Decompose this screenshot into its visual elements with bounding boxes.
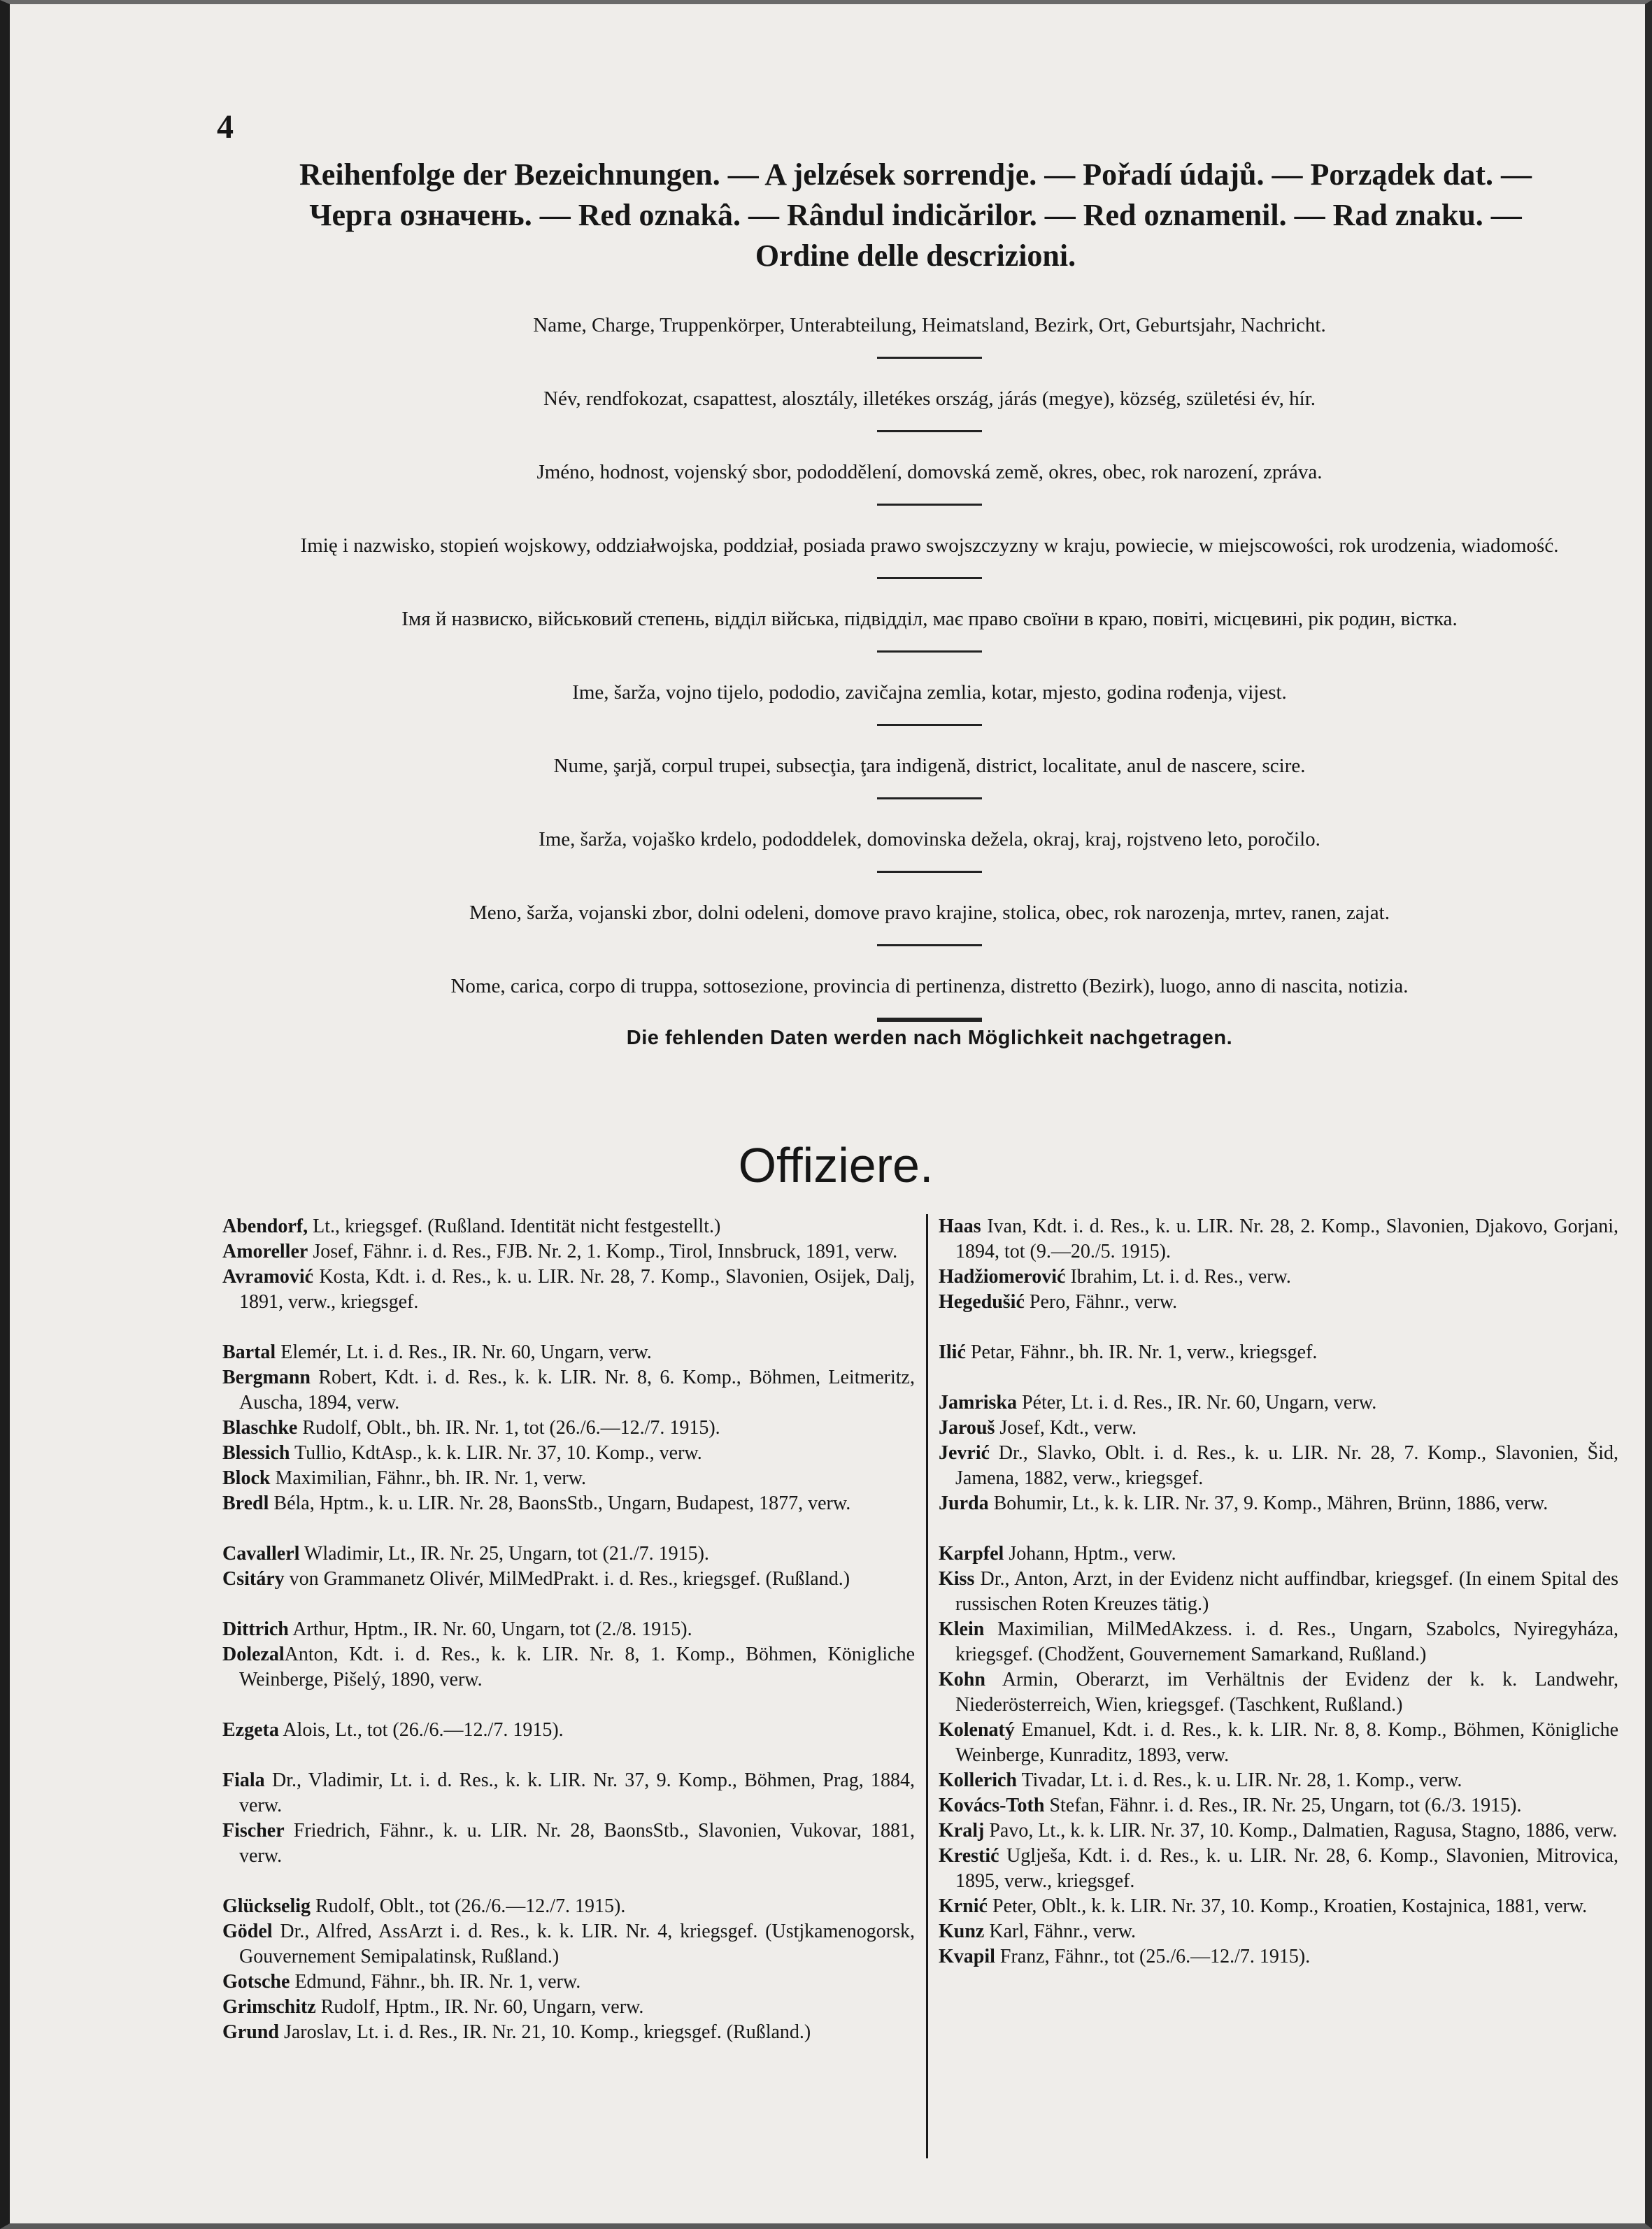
officer-surname: Avramović [222, 1266, 314, 1288]
officer-entry [939, 1667, 1618, 1718]
officer-entry [939, 1919, 1618, 1944]
officer-details: Ivan, Kdt. i. d. Res., k. u. LIR. Nr. 28, 2. Komp., Slavonien, Djakovo, Gorjani, 1894, tot (9.—20./5. 1915). [955, 1216, 1618, 1262]
officer-details: Dr., Vladimir, Lt. i. d. Res., k. k. LIR. Nr. 37, 9. Komp., Böhmen, Prag, 1884, verw. [239, 1769, 915, 1816]
officer-details: Pero, Fähnr., verw. [1024, 1291, 1178, 1313]
officer-entry [222, 1214, 915, 1239]
officer-entry [222, 1642, 915, 1693]
officer-surname: Jamriska [939, 1392, 1017, 1413]
officer-details: Maximilian, MilMedAkzess. i. d. Res., Ungarn, Szabolcs, Nyiregyháza, kriegsgef. (Chodžent, Gouvernement Samarkand, Rußland.) [955, 1618, 1618, 1665]
officer-entry [939, 1340, 1618, 1365]
officer-details: von Grammanetz Olivér, MilMedPrakt. i. d. Res., kriegsgef. (Rußland.) [284, 1568, 850, 1590]
officer-details: Dr., Slavko, Oblt. i. d. Res., k. u. LIR. Nr. 28, 7. Komp., Slavonien, Šid, Jamena, 1882, verw., kriegsgef. [955, 1442, 1618, 1489]
officer-surname: Abendorf, [222, 1216, 308, 1237]
officer-entry [939, 1265, 1618, 1290]
field-order-polish: Imię i nazwisko, stopień wojskowy, oddziałwojska, poddział, posiada prawo swojszczyzny w kraju, powiecie, w miejscowości, rok urodzenia, wiadomość. [300, 534, 1559, 557]
officer-surname: Hadžiomerović [939, 1266, 1066, 1288]
entry-gap [222, 1516, 915, 1541]
field-order-german: Name, Charge, Truppenkörper, Unterabteilung, Heimatsland, Bezirk, Ort, Geburtsjahr, Nachricht. [533, 314, 1326, 336]
divider-rule [877, 797, 982, 799]
field-order-hungarian: Név, rendfokozat, csapattest, alosztály, illetékes ország, járás (megye), község, születési év, hír. [543, 387, 1316, 410]
officer-details: Josef, Fähnr. i. d. Res., FJB. Nr. 2, 1. Komp., Tirol, Innsbruck, 1891, verw. [308, 1241, 898, 1262]
officer-surname: Bartal [222, 1341, 276, 1363]
header-line: Reihenfolge der Bezeichnungen. — A jelzések sorrendje. — Pořadí údajů. — Porządek dat. — [299, 157, 1532, 192]
divider-rule [877, 944, 982, 946]
officer-entry [222, 1265, 915, 1315]
field-order-slovenian: Ime, šarža, vojaško krdelo, pododdelek, domovinska dežela, okraj, kraj, rojstveno leto, poročilo. [539, 828, 1320, 850]
officer-entry [939, 1567, 1618, 1617]
officer-surname: Kralj [939, 1820, 985, 1842]
officer-details: Lt., kriegsgef. (Rußland. Identität nicht festgestellt.) [308, 1216, 721, 1237]
entry-gap [222, 1869, 915, 1894]
officer-entry [222, 2020, 915, 2045]
officer-entry [939, 1214, 1618, 1265]
officer-entry [222, 1491, 915, 1516]
officer-entry [222, 1567, 915, 1592]
divider-rule [877, 504, 982, 506]
left-column [222, 1214, 915, 2045]
officer-surname: Karpfel [939, 1543, 1004, 1565]
officer-entry [939, 1416, 1618, 1441]
officer-entry [939, 1844, 1618, 1894]
entry-gap [939, 1516, 1618, 1541]
officer-details: Anton, Kdt. i. d. Res., k. k. LIR. Nr. 8, 1. Komp., Böhmen, Königliche Weinberge, Pišelý, 1890, verw. [239, 1644, 915, 1690]
field-order-slovak: Meno, šarža, vojanski zbor, dolni odeleni, domove pravo krajine, stolica, obec, rok narozenja, mrtev, ranen, zajat. [469, 902, 1390, 924]
officer-details: Uglješa, Kdt. i. d. Res., k. u. LIR. Nr. 28, 6. Komp., Slavonien, Mitrovica, 1895, verw., kriegsgef. [955, 1845, 1618, 1892]
officer-details: Péter, Lt. i. d. Res., IR. Nr. 60, Ungarn, verw. [1017, 1392, 1377, 1413]
officer-entry [222, 1340, 915, 1365]
officer-surname: Jevrić [939, 1442, 990, 1464]
officer-surname: Bergmann [222, 1367, 311, 1388]
officer-entry [222, 1441, 915, 1466]
right-column [939, 1214, 1618, 1970]
officer-entry [939, 1617, 1618, 1667]
officer-surname: Kunz [939, 1921, 985, 1942]
section-title: Offiziere. [738, 1138, 934, 1192]
divider-rule [877, 357, 982, 359]
field-order-croatian: Ime, šarža, vojno tijelo, pododio, zavičajna zemlia, kotar, mjesto, godina rođenja, vijest. [572, 681, 1287, 704]
officer-surname: Kovács-Toth [939, 1795, 1045, 1816]
officer-entry [939, 1818, 1618, 1844]
header-languages [220, 155, 1611, 276]
officer-entry [939, 1441, 1618, 1491]
officer-entry [222, 1466, 915, 1491]
officer-surname: Jurda [939, 1493, 989, 1514]
officer-details: Rudolf, Oblt., bh. IR. Nr. 1, tot (26./6.—12./7. 1915). [297, 1417, 720, 1439]
officer-surname: Amoreller [222, 1241, 308, 1262]
officer-surname: Blaschke [222, 1417, 298, 1439]
officer-entry [222, 1617, 915, 1642]
officer-details: Elemér, Lt. i. d. Res., IR. Nr. 60, Ungarn, verw. [276, 1341, 652, 1363]
officer-details: Ibrahim, Lt. i. d. Res., verw. [1065, 1266, 1291, 1288]
field-order-romanian: Nume, şarjă, corpul trupei, subsecţia, ţara indigenă, district, localitate, anul de nascere, scire. [553, 755, 1306, 777]
officer-entry [222, 1416, 915, 1441]
officer-details: Edmund, Fähnr., bh. IR. Nr. 1, verw. [290, 1971, 581, 1993]
officer-details: Josef, Kdt., verw. [995, 1417, 1137, 1439]
officer-surname: Gödel [222, 1921, 273, 1942]
entry-gap [222, 1693, 915, 1718]
officer-details: Maximilian, Fähnr., bh. IR. Nr. 1, verw. [270, 1467, 587, 1489]
officer-surname: Dolezal [222, 1644, 285, 1665]
field-order-italian: Nome, carica, corpo di truppa, sottosezione, provincia di pertinenza, distretto (Bezirk), luogo, anno di nascita, notizia. [450, 975, 1409, 997]
officer-details: Petar, Fähnr., bh. IR. Nr. 1, verw., kriegsgef. [965, 1341, 1318, 1363]
divider-rule-thick [877, 1018, 982, 1022]
officer-details: Stefan, Fähnr. i. d. Res., IR. Nr. 25, Ungarn, tot (6./3. 1915). [1044, 1795, 1522, 1816]
entry-gap [222, 1592, 915, 1617]
officer-surname: Klein [939, 1618, 985, 1640]
officer-surname: Jarouš [939, 1417, 995, 1439]
officer-details: Karl, Fähnr., verw. [984, 1921, 1137, 1942]
entries-columns [222, 1214, 1618, 2179]
divider-rule [877, 577, 982, 579]
officer-details: Alois, Lt., tot (26./6.—12./7. 1915). [278, 1719, 564, 1741]
officer-surname: Gotsche [222, 1971, 290, 1993]
officer-details: Johann, Hptm., verw. [1004, 1543, 1176, 1565]
officer-entry [222, 1970, 915, 1995]
officer-details: Béla, Hptm., k. u. LIR. Nr. 28, BaonsStb., Ungarn, Budapest, 1877, verw. [269, 1493, 851, 1514]
officer-details: Kosta, Kdt. i. d. Res., k. u. LIR. Nr. 28, 7. Komp., Slavonien, Osijek, Dalj, 1891, verw., kriegsgef. [239, 1266, 915, 1313]
officer-surname: Ezgeta [222, 1719, 279, 1741]
officer-details: Tullio, KdtAsp., k. k. LIR. Nr. 37, 10. Komp., verw. [290, 1442, 702, 1464]
header-line: Черга означень. — Red oznakâ. — Rândul indicărilor. — Red oznamenil. — Rad znaku. — [309, 198, 1522, 232]
officer-surname: Fischer [222, 1820, 285, 1842]
officer-entry [939, 1541, 1618, 1567]
officer-details: Arthur, Hptm., IR. Nr. 60, Ungarn, tot (2./8. 1915). [288, 1618, 692, 1640]
officer-entry [939, 1768, 1618, 1793]
officer-surname: Kiss [939, 1568, 975, 1590]
officer-surname: Dittrich [222, 1618, 289, 1640]
divider-rule [877, 871, 982, 873]
officer-entry [222, 1818, 915, 1869]
officer-surname: Blessich [222, 1442, 290, 1464]
officer-surname: Kohn [939, 1669, 985, 1690]
officer-surname: Ilić [939, 1341, 966, 1363]
officer-surname: Kvapil [939, 1946, 995, 1967]
officer-entry [222, 1995, 915, 2020]
officer-details: Robert, Kdt. i. d. Res., k. k. LIR. Nr. 8, 6. Komp., Böhmen, Leitmeritz, Auscha, 1894, verw. [239, 1367, 915, 1413]
missing-data-note: Die fehlenden Daten werden nach Möglichkeit nachgetragen. [626, 1027, 1233, 1049]
officer-details: Wladimir, Lt., IR. Nr. 25, Ungarn, tot (21./7. 1915). [299, 1543, 709, 1565]
officer-entry [222, 1894, 915, 1919]
header-line: Ordine delle descrizioni. [755, 238, 1076, 273]
officer-entry [222, 1768, 915, 1818]
officer-surname: Krnić [939, 1895, 988, 1917]
officer-details: Dr., Alfred, AssArzt i. d. Res., k. k. LIR. Nr. 4, kriegsgef. (Ustjkamenogorsk, Gouvernement Semipalatinsk, Rußland.) [239, 1921, 915, 1967]
officer-details: Armin, Oberarzt, im Verhältnis der Evidenz der k. k. Landwehr, Niederösterreich, Wien, kriegsgef. (Taschkent, Rußland.) [955, 1669, 1618, 1716]
officer-details: Rudolf, Hptm., IR. Nr. 60, Ungarn, verw. [315, 1996, 644, 2018]
divider-rule [877, 724, 982, 726]
page-number: 4 [217, 108, 234, 145]
officer-details: Friedrich, Fähnr., k. u. LIR. Nr. 28, BaonsStb., Slavonien, Vukovar, 1881, verw. [239, 1820, 915, 1867]
officer-entry [939, 1290, 1618, 1315]
officer-details: Rudolf, Oblt., tot (26./6.—12./7. 1915). [311, 1895, 626, 1917]
officer-entry [222, 1718, 915, 1743]
officer-surname: Grund [222, 2021, 279, 2043]
entry-gap [222, 1743, 915, 1768]
officer-entry [939, 1793, 1618, 1818]
officer-surname: Kollerich [939, 1769, 1017, 1791]
divider-rule [877, 650, 982, 653]
officer-surname: Glückselig [222, 1895, 311, 1917]
officer-surname: Csitáry [222, 1568, 285, 1590]
officer-surname: Cavallerl [222, 1543, 300, 1565]
divider-rule [877, 430, 982, 432]
officer-details: Jaroslav, Lt. i. d. Res., IR. Nr. 21, 10. Komp., kriegsgef. (Rußland.) [278, 2021, 811, 2043]
officer-details: Tivadar, Lt. i. d. Res., k. u. LIR. Nr. 28, 1. Komp., verw. [1016, 1769, 1462, 1791]
officer-entry [939, 1894, 1618, 1919]
officer-surname: Krestić [939, 1845, 999, 1867]
officer-surname: Bredl [222, 1493, 269, 1514]
officer-surname: Grimschitz [222, 1996, 316, 2018]
field-order-ruthenian: Імя й назвиско, військовий степень, відділ війська, підвідділ, має право своїни в краю, повіті, місцевині, рік родин, вістка. [401, 608, 1458, 630]
officer-entry [939, 1718, 1618, 1768]
column-divider [926, 1214, 928, 2158]
officer-entry [939, 1390, 1618, 1416]
officer-details: Pavo, Lt., k. k. LIR. Nr. 37, 10. Komp., Dalmatien, Ragusa, Stagno, 1886, verw. [984, 1820, 1618, 1842]
officer-entry [222, 1239, 915, 1265]
officer-surname: Hegedušić [939, 1291, 1025, 1313]
officer-details: Dr., Anton, Arzt, in der Evidenz nicht auffindbar, kriegsgef. (In einem Spital des russischen Roten Kreuzes tätig.) [955, 1568, 1618, 1615]
officer-entry [222, 1919, 915, 1970]
officer-entry [939, 1491, 1618, 1516]
officer-details: Peter, Oblt., k. k. LIR. Nr. 37, 10. Komp., Kroatien, Kostajnica, 1881, verw. [988, 1895, 1588, 1917]
officer-details: Bohumir, Lt., k. k. LIR. Nr. 37, 9. Komp., Mähren, Brünn, 1886, verw. [988, 1493, 1548, 1514]
officer-surname: Haas [939, 1216, 981, 1237]
field-order-list [241, 312, 1618, 1048]
entry-gap [939, 1365, 1618, 1390]
officer-surname: Kolenatý [939, 1719, 1015, 1741]
officer-entry [222, 1541, 915, 1567]
entry-gap [939, 1315, 1618, 1340]
officer-entry [939, 1944, 1618, 1970]
officer-surname: Block [222, 1467, 271, 1489]
entry-gap [222, 1315, 915, 1340]
field-order-czech: Jméno, hodnost, vojenský sbor, pododdělení, domovská země, okres, obec, rok narození, zpráva. [536, 461, 1323, 483]
officer-details: Emanuel, Kdt. i. d. Res., k. k. LIR. Nr. 8, 8. Komp., Böhmen, Königliche Weinberge, Kunraditz, 1893, verw. [955, 1719, 1618, 1766]
officer-entry [222, 1365, 915, 1416]
officer-surname: Fiala [222, 1769, 265, 1791]
officer-details: Franz, Fähnr., tot (25./6.—12./7. 1915). [995, 1946, 1311, 1967]
